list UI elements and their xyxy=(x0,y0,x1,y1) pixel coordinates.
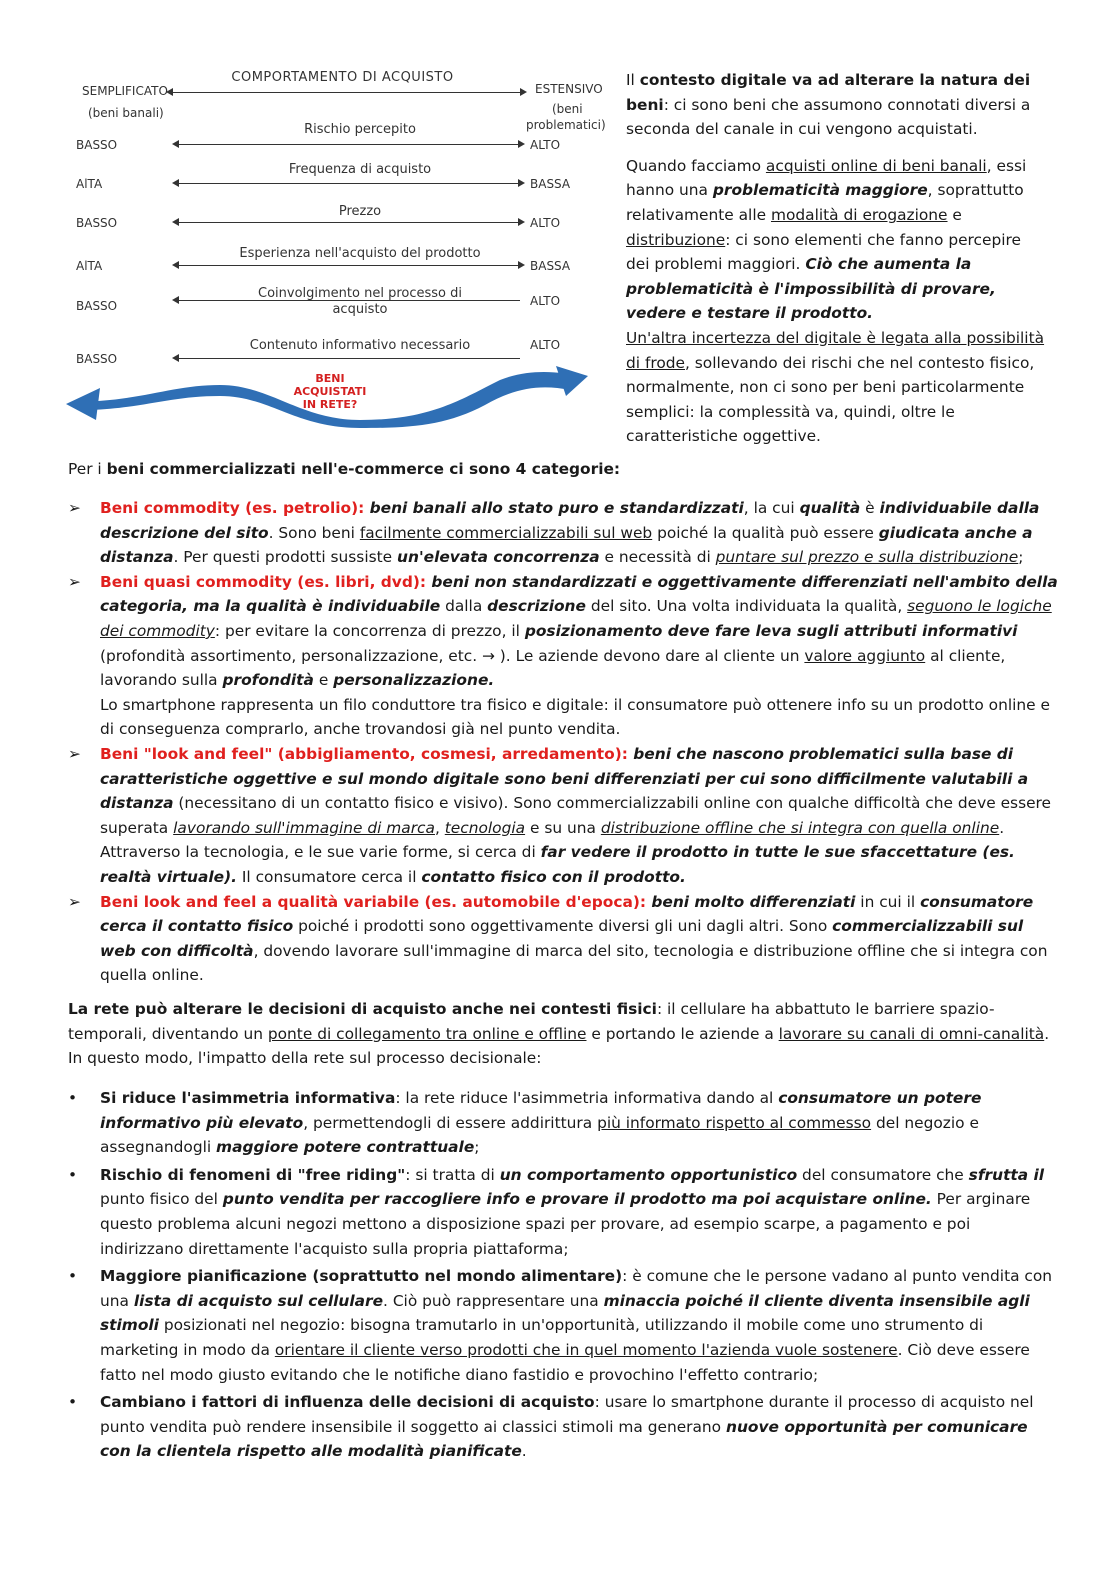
underlined-text: ponte di collegamento tra online e offline xyxy=(267,1024,587,1043)
arrow-right-icon xyxy=(518,261,525,269)
list-item xyxy=(68,1390,1058,1464)
text: in cui il xyxy=(855,892,921,911)
bold-italic-text: far vedere il prodotto in tutte le sue sfaccettature (es. realtà virtuale). xyxy=(100,843,1015,886)
bold-italic-text: maggiore potere contrattuale xyxy=(216,1138,475,1157)
arrow-right-icon xyxy=(518,179,525,187)
bold-italic-text: lista di acquisto sul cellulare xyxy=(133,1291,384,1310)
bold-italic-text: posizionamento deve fare leva sugli attributi informativi xyxy=(524,621,1018,640)
row-label-line2: acquisto xyxy=(332,302,388,317)
text: : il cellulare ha abbattuto le barriere spazio-temporali, diventando un xyxy=(68,1000,995,1043)
bold-italic-text: un comportamento opportunistico xyxy=(499,1165,798,1184)
row-label-line1: Coinvolgimento nel processo di xyxy=(258,286,462,301)
row-label: Rischio percepito xyxy=(304,122,416,137)
callout-line: BENI xyxy=(315,372,345,385)
underlined-text: più informato rispetto al commesso xyxy=(597,1113,872,1132)
arrow-left-icon xyxy=(172,218,179,226)
diagram-right-title: ESTENSIVO xyxy=(535,82,603,96)
arrow-right-icon xyxy=(518,140,525,148)
network-impact-paragraph xyxy=(68,997,1058,1071)
text: . Attraverso la tecnologia, e le sue varie forme, si cerca di xyxy=(100,818,1005,862)
text: : ci sono elementi che fanno percepire dei problemi maggiori. xyxy=(626,230,1021,274)
list-item xyxy=(68,570,1058,742)
underlined-text: tecnologia xyxy=(444,818,526,837)
row-label: Prezzo xyxy=(338,204,382,219)
text: , essi hanno una xyxy=(626,156,1027,200)
arrow-left-icon xyxy=(172,140,179,148)
list-item xyxy=(68,742,1058,890)
bullet-dot-icon: • xyxy=(68,1267,78,1286)
text: , la cui xyxy=(743,499,800,517)
text: poiché la qualità può essere xyxy=(652,523,879,542)
bold-italic-text: beni che nascono problematici sulla base di caratteristiche oggettive e sul mondo digitale sono beni differenziati per cui sono difficilmente valutabili a distanza xyxy=(100,744,1029,813)
row-left-value: AlTA xyxy=(76,177,103,191)
bold-italic-text: qualità xyxy=(799,499,861,517)
underlined-text: orientare il cliente verso prodotti che in quel momento l'azienda vuole sostenere xyxy=(274,1340,898,1359)
bold-italic-text: sfrutta il xyxy=(968,1165,1045,1184)
text: ; xyxy=(1018,548,1024,567)
bold-italic-text: nuove opportunità per comunicare con la clientela rispetto alle modalità pianificate xyxy=(100,1417,1028,1461)
bold-text: contesto digitale va ad alterare la natura dei beni xyxy=(626,71,1031,114)
text: e necessità di xyxy=(599,548,716,567)
category-title: Beni "look and feel" (abbigliamento, cosmesi, arredamento): xyxy=(100,744,634,763)
row-axis xyxy=(178,358,520,359)
row-label: Contenuto informativo necessario xyxy=(249,338,471,353)
underlined-text: seguono le logiche dei commodity xyxy=(100,597,1052,640)
row-left-value: BASSO xyxy=(76,352,118,366)
text: poiché i prodotti sono oggettivamente diversi gli uni dagli altri. Sono xyxy=(293,917,833,936)
text: punto fisico del xyxy=(100,1190,223,1209)
text: . Sono beni xyxy=(268,523,360,542)
row-left-value: BASSO xyxy=(76,138,118,152)
arrow-left-icon xyxy=(172,179,179,187)
callout-line: ACQUISTATI xyxy=(293,385,367,398)
text: : si tratta di xyxy=(405,1165,500,1184)
text: , soprattutto relativamente alle xyxy=(626,181,1024,224)
arrow-right-icon xyxy=(520,88,527,96)
text: . Per questi prodotti sussiste xyxy=(173,548,398,567)
row-axis xyxy=(178,265,520,266)
bold-italic-text: profondità xyxy=(222,671,314,690)
callout-line: IN RETE? xyxy=(302,398,358,411)
category-title: Beni look and feel a qualità variabile (es. automobile d'epoca): xyxy=(100,892,652,911)
text: Quando facciamo xyxy=(626,156,766,175)
text: del sito. Una volta individuata la qualità, xyxy=(585,597,908,616)
paragraph xyxy=(626,326,1046,449)
text: Lo smartphone rappresenta un filo conduttore tra fisico e digitale: il consumatore può ottenere info su un prodotto online e di conseguenza comprarlo, anche trovandosi già nel punto vendita. xyxy=(100,695,1050,739)
underlined-text: facilmente commercializzabili sul web xyxy=(359,523,653,542)
bold-text: Si riduce l'asimmetria informativa xyxy=(100,1089,396,1107)
row-left-value: BASSO xyxy=(76,299,118,313)
row-right-value: ALTO xyxy=(530,138,561,152)
bold-italic-text: individuabile dalla descrizione del sito xyxy=(100,499,1040,542)
text: e su una xyxy=(525,818,601,837)
list-item xyxy=(68,890,1058,988)
text: del negozio e assegnandogli xyxy=(100,1113,979,1157)
bold-italic-text: beni molto differenziati xyxy=(651,892,856,911)
underlined-text: lavorando sull'immagine di marca xyxy=(173,818,435,837)
bold-italic-text: consumatore un potere informativo più elevato xyxy=(100,1089,982,1132)
row-left-value: BASSO xyxy=(76,216,118,230)
underlined-text: Un'altra incertezza del digitale è legata alla possibilità di frode xyxy=(626,328,1045,372)
text: e portando le aziende a xyxy=(586,1024,779,1043)
category-title: Beni quasi commodity (es. libri, dvd): xyxy=(100,572,432,591)
categories-list xyxy=(68,496,1058,988)
text: al cliente, lavorando sulla xyxy=(100,646,1006,690)
bold-text: Rischio di fenomeni di "free riding" xyxy=(100,1165,406,1184)
bold-italic-text: contatto fisico con il prodotto. xyxy=(421,867,686,886)
text: Il xyxy=(626,71,640,89)
diagram-left-title: SEMPLIFICATO xyxy=(82,84,168,98)
row-axis xyxy=(178,183,520,184)
bold-italic-text: consumatore cerca il contatto fisico xyxy=(100,892,1034,936)
underlined-text: distribuzione offline che si integra con quella online xyxy=(600,818,1000,837)
row-right-value: ALTO xyxy=(530,216,561,230)
bold-italic-text: minaccia poiché il cliente diventa insensibile agli stimoli xyxy=(100,1291,1030,1335)
diagram-left-subtitle: (beni banali) xyxy=(88,106,164,120)
underlined-text: lavorare su canali di omni-canalità xyxy=(778,1024,1045,1043)
category-title: Beni commodity (es. petrolio): xyxy=(100,499,370,517)
impact-list xyxy=(68,1086,1058,1467)
arrow-left-icon xyxy=(172,296,179,304)
text: posizionati nel negozio: bisogna tramutarlo in un'opportunità, utilizzando il mobile come uno strumento di marketing in modo da xyxy=(100,1316,984,1359)
text: ; xyxy=(474,1138,480,1157)
bold-text: Maggiore pianificazione (soprattutto nel mondo alimentare) xyxy=(100,1267,623,1286)
text: è xyxy=(860,499,880,517)
bullet-dot-icon: • xyxy=(68,1089,78,1107)
arrow-right-icon xyxy=(518,218,525,226)
text: : usare lo smartphone durante il processo di acquisto nel punto vendita può rendere insensibile il soggetto ai classici stimoli ma generano xyxy=(100,1393,1034,1436)
underlined-text: valore aggiunto xyxy=(804,646,926,665)
row-right-value: BASSA xyxy=(530,177,571,191)
diagram-right-subtitle-1: (beni xyxy=(552,102,583,116)
paragraph xyxy=(626,68,1046,142)
purchase-behavior-diagram xyxy=(60,60,620,430)
bold-italic-text: un'elevata concorrenza xyxy=(397,548,600,567)
row-axis xyxy=(178,222,520,223)
paragraph xyxy=(626,154,1046,326)
row-right-value: ALTO xyxy=(530,294,561,308)
text: Per i xyxy=(68,460,107,478)
text: (necessitano di un contatto fisico e visivo). Sono commercializzabili online con qualche difficoltà che deve essere superata xyxy=(100,794,1052,837)
row-right-value: ALTO xyxy=(530,338,561,352)
bold-italic-text: personalizzazione. xyxy=(333,671,495,690)
bold-italic-text: descrizione xyxy=(487,597,586,616)
text: , sollevando dei rischi che nel contesto fisico, normalmente, non ci sono per beni particolarmente semplici: la complessità va, quindi, oltre le caratteristiche oggettive. xyxy=(626,353,1035,446)
row-label: Frequenza di acquisto xyxy=(288,162,432,177)
text: (profondità assortimento, personalizzazione, etc. → ). Le aziende devono dare al cliente un xyxy=(100,646,805,665)
diagram-right-subtitle-2: problematici) xyxy=(526,118,606,132)
bullet-dot-icon: • xyxy=(68,1393,78,1412)
row-left-value: AlTA xyxy=(76,259,103,273)
diagram-main-axis xyxy=(172,92,522,93)
bold-italic-text: commercializzabili sul web con difficoltà xyxy=(100,917,1024,960)
text: . xyxy=(521,1442,527,1461)
text: e xyxy=(947,205,962,224)
arrow-left-icon xyxy=(166,88,173,96)
text: del consumatore che xyxy=(797,1165,969,1184)
bold-text: La rete può alterare le decisioni di acquisto anche nei contesti fisici xyxy=(68,1000,657,1018)
diagram-header: COMPORTAMENTO DI ACQUISTO xyxy=(231,70,454,85)
underlined-text: modalità di erogazione xyxy=(770,205,948,224)
bold-italic-text: punto vendita per raccogliere info e provare il prodotto ma poi acquistare online. xyxy=(222,1190,932,1209)
text: : è comune che le persone vadano al punto vendita con una xyxy=(100,1267,1053,1310)
text: . Ciò può rappresentare una xyxy=(383,1291,604,1310)
text: , permettendogli di essere addirittura xyxy=(303,1113,598,1132)
text: . Ciò deve essere fatto nel modo giusto evitando che le notifiche diano fastidio e provochino l'effetto contrario; xyxy=(100,1340,1030,1384)
text: : ci sono beni che assumono connotati diversi a seconda del canale in cui vengono acquistati. xyxy=(626,95,1031,139)
bold-italic-text: beni non standardizzati e oggettivamente differenziati nell'ambito della categoria, ma la qualità è individuabile xyxy=(100,572,1058,616)
right-column-text xyxy=(626,68,1046,461)
text: : per evitare la concorrenza di prezzo, il xyxy=(214,621,525,640)
underlined-text: acquisti online di beni banali xyxy=(765,156,987,175)
list-item xyxy=(68,1264,1058,1387)
text: dalla xyxy=(440,597,488,616)
bold-text: beni commercializzati nell'e-commerce ci sono 4 categorie: xyxy=(106,460,621,478)
row-label: Esperienza nell'acquisto del prodotto xyxy=(239,246,481,261)
list-item xyxy=(68,496,1058,570)
list-item xyxy=(68,1086,1058,1160)
text: e xyxy=(313,671,334,690)
underlined-text: distribuzione xyxy=(626,230,726,249)
wave-arrowhead xyxy=(66,388,100,420)
row-axis xyxy=(178,300,520,301)
arrow-left-icon xyxy=(172,261,179,269)
row-axis xyxy=(178,144,520,145)
bold-italic-text: Ciò che aumenta la problematicità è l'impossibilità di provare, vedere e testare il prodotto. xyxy=(626,255,996,323)
callout-text xyxy=(280,372,380,411)
bold-text: Cambiano i fattori di influenza delle decisioni di acquisto xyxy=(100,1393,595,1412)
arrow-bullet-icon: ➢ xyxy=(68,572,81,591)
text: , xyxy=(434,818,445,837)
arrow-bullet-icon: ➢ xyxy=(68,892,81,911)
bold-italic-text: giudicata anche a distanza xyxy=(100,523,1033,567)
text: Per arginare questo problema alcuni negozi mettono a disposizione spazi per provare, ad esempio scarpe, a pagamento e poi indirizzano direttamente l'acquisto sulla propria piattaforma; xyxy=(100,1190,1031,1258)
list-item xyxy=(68,1163,1058,1261)
arrow-bullet-icon: ➢ xyxy=(68,499,81,517)
underlined-text: puntare sul prezzo e sulla distribuzione xyxy=(715,548,1019,567)
row-right-value: BASSA xyxy=(530,259,571,273)
text: Il consumatore cerca il xyxy=(236,867,422,886)
arrow-bullet-icon: ➢ xyxy=(68,744,81,763)
bold-italic-text: beni banali allo stato puro e standardizzati xyxy=(369,499,744,517)
text: : la rete riduce l'asimmetria informativa dando al xyxy=(395,1089,779,1107)
bullet-dot-icon: • xyxy=(68,1165,78,1184)
bold-italic-text: problematicità maggiore xyxy=(712,181,928,200)
categories-intro xyxy=(68,457,1058,482)
text: , dovendo lavorare sull'immagine di marca del sito, tecnologia e distribuzione offline che si integra con quella online. xyxy=(100,941,1048,985)
text: . In questo modo, l'impatto della rete sul processo decisionale: xyxy=(68,1024,1050,1068)
